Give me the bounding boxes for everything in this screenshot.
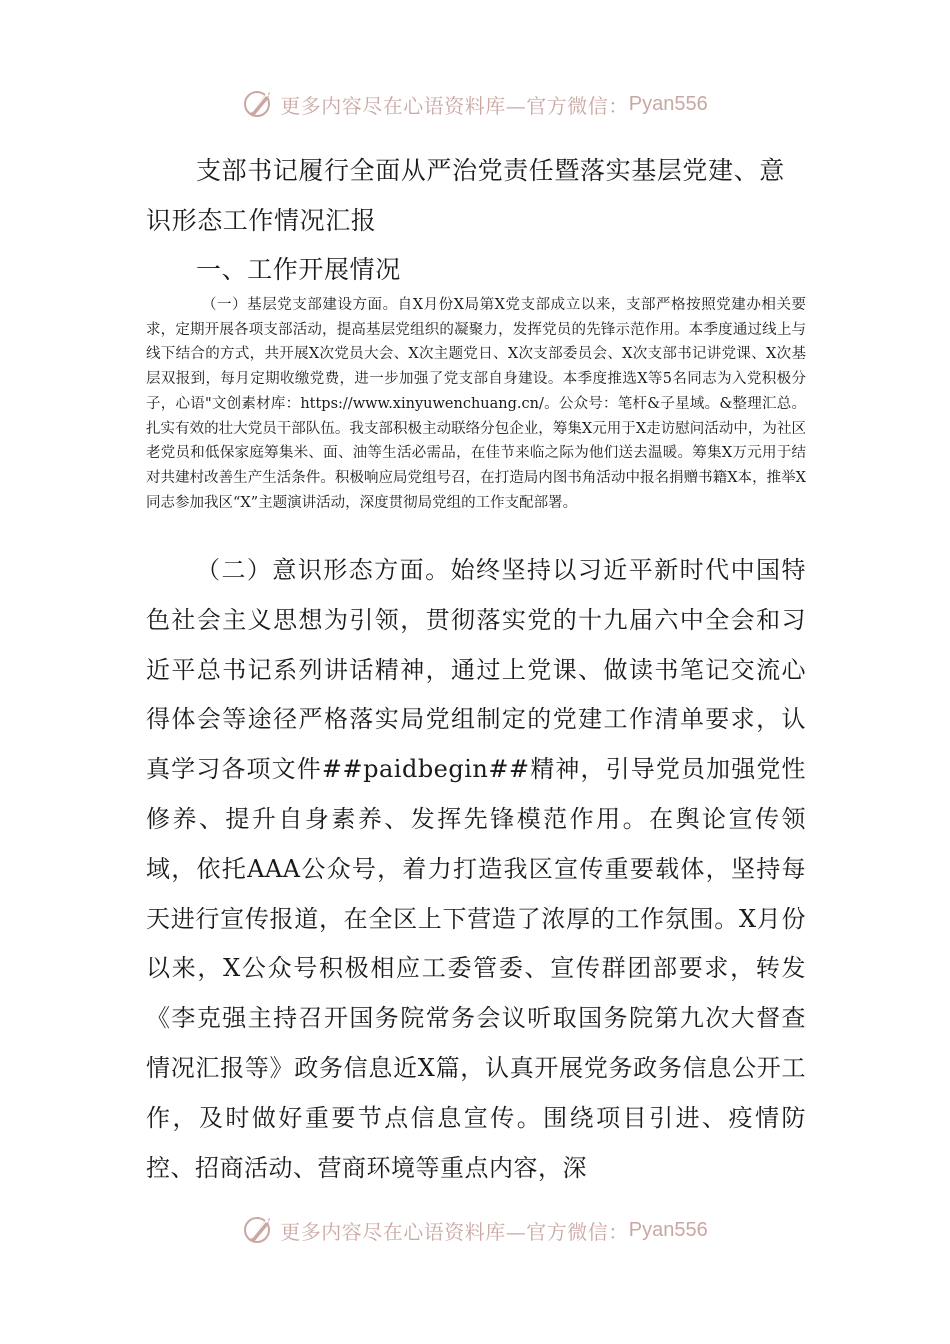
section-heading: 一、工作开展情况 <box>196 255 401 284</box>
document-title: 支部书记履行全面从严治党责任暨落实基层党建、意识形态工作情况汇报 <box>146 156 785 235</box>
header-watermark-banner <box>0 84 950 124</box>
paragraph-ideology: （二）意识形态方面。始终坚持以习近平新时代中国特色社会主义思想为引领，贯彻落实党的十九届六中全会和习近平总书记系列讲话精神，通过上党课、做读书笔记交流心得体会等途径严格落实局党组制定的党建工作清单要求，认真学习各项文件##paidbegin##精神，引导党员加强党性修养、提升自身素养、发挥先锋模范作用。在舆论宣传领域，依托AAA公众号，着力打造我区宣传重要载体，坚持每天进行宣传报道，在全区上下营造了浓厚的工作氛围。X月份以来，X公众号积极相应工委管委、宣传群团部要求，转发《李克强主持召开国务院常务会议听取国务院第九次大督查情况汇报等》政务信息近X篇，认真开展党务政务信息公开工作，及时做好重要节点信息宣传。围绕项目引进、疫情防控、招商活动、营商环境等重点内容，深 <box>146 556 806 1182</box>
footer-watermark-banner <box>0 1210 950 1250</box>
watermark-wechat-id: Pyan556 <box>628 1218 708 1241</box>
watermark-wechat-id: Pyan556 <box>628 92 708 115</box>
pen-nib-logo-icon <box>242 86 278 122</box>
watermark-text: 更多内容尽在心语资料库—官方微信： <box>280 93 629 118</box>
pen-nib-logo-icon <box>242 1212 278 1248</box>
paragraph-party-branch: （一）基层党支部建设方面。自X月份X局第X党支部成立以来，支部严格按照党建办相关要求，定期开展各项支部活动，提高基层党组织的凝聚力，发挥党员的先锋示范作用。本季度通过线上与线下结合的方式，共开展X次党员大会、X次主题党日、X次支部委员会、X次支部书记讲党课、X次基层双报到，每月定期收缴党费，进一步加强了党支部自身建设。本季度推选X等5名同志为入党积极分子，心语"文创素材库：https://www.xinyuwenchuang.cn/。公众号：笔杆&子星域。&整理汇总。扎实有效的壮大党员干部队伍。我支部积极主动联络分包企业，筹集X元用于X走访慰问活动中，为社区老党员和低保家庭筹集米、面、油等生活必需品，在佳节来临之际为他们送去温暖。筹集X万元用于结对共建村改善生产生活条件。积极响应局党组号召，在打造局内图书角活动中报名捐赠书籍X本，推举X同志参加我区“X”主题演讲活动，深度贯彻局党组的工作支配部署。 <box>146 297 806 511</box>
watermark-text: 更多内容尽在心语资料库—官方微信： <box>280 1219 629 1244</box>
